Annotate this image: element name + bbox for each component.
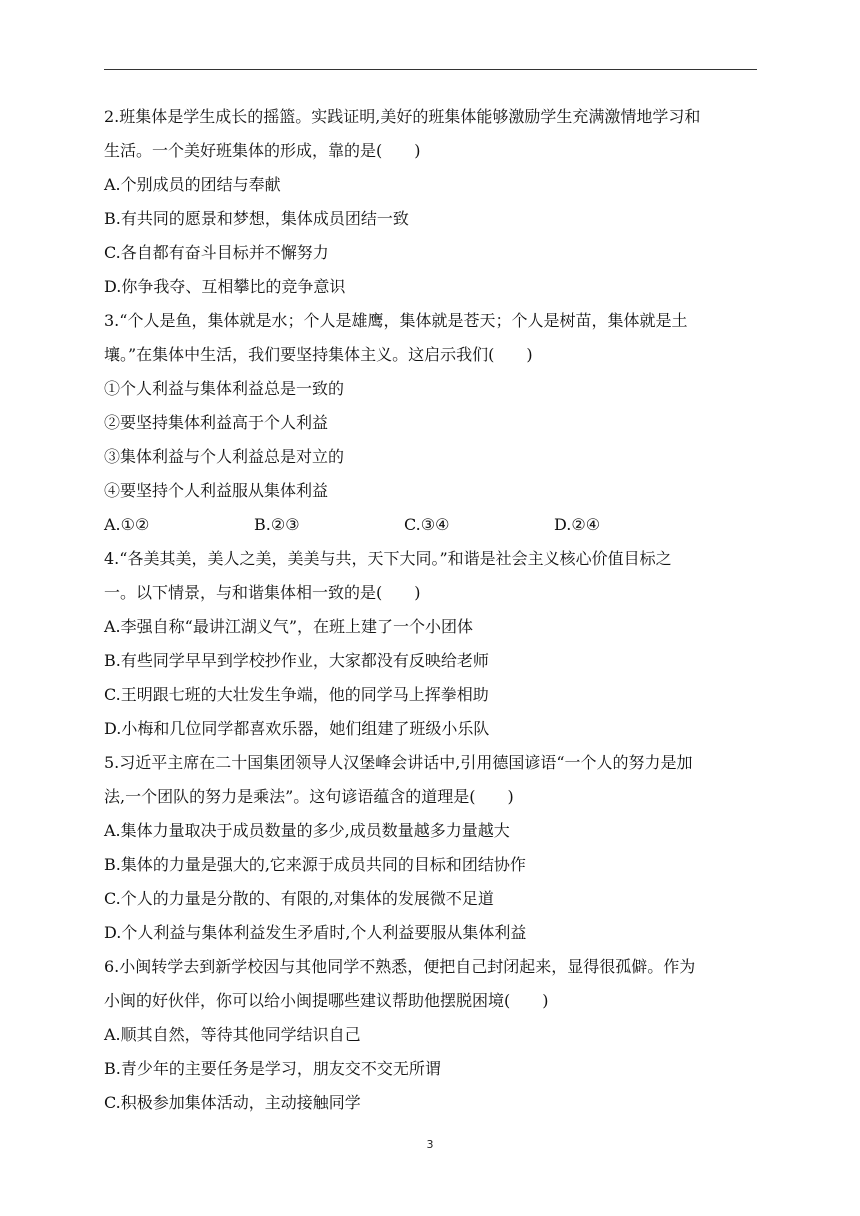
q3-statement-3: ③集体利益与个人利益总是对立的 — [104, 447, 345, 466]
q3-option-d: D.②④ — [554, 515, 601, 534]
q2-option-d: D.你争我夺、互相攀比的竞争意识 — [104, 277, 346, 296]
page-number: 3 — [426, 1138, 434, 1151]
q6-option-c: C.积极参加集体活动，主动接触同学 — [104, 1093, 361, 1112]
q3-stem-line-2: 壤。”在集体中生活，我们要坚持集体主义。这启示我们( ) — [104, 345, 533, 364]
q3-options-row — [104, 508, 760, 542]
q3-option-b: B.②③ — [254, 515, 300, 534]
q5-stem-line-2: 法,一个团队的努力是乘法”。这句谚语蕴含的道理是( ) — [104, 787, 514, 806]
question-list — [104, 100, 760, 1120]
q5-option-d: D.个人利益与集体利益发生矛盾时,个人利益要服从集体利益 — [104, 923, 527, 942]
q5-option-a: A.集体力量取决于成员数量的多少,成员数量越多力量越大 — [104, 821, 510, 840]
q3-option-c: C.③④ — [404, 515, 450, 534]
q3-statement-2: ②要坚持集体利益高于个人利益 — [104, 413, 329, 432]
q4-stem-line-1: 4.“各美其美，美人之美，美美与共，天下大同。”和谐是社会主义核心价值目标之 — [104, 549, 672, 568]
q5-option-b: B.集体的力量是强大的,它来源于成员共同的目标和团结协作 — [104, 855, 526, 874]
q4-option-a: A.李强自称“最讲江湖义气”，在班上建了一个小团体 — [104, 617, 474, 636]
q6-stem-line-2: 小闽的好伙伴，你可以给小闽提哪些建议帮助他摆脱困境( ) — [104, 991, 549, 1010]
q5-stem-line-1: 5.习近平主席在二十国集团领导人汉堡峰会讲话中,引用德国谚语“一个人的努力是加 — [104, 753, 693, 772]
q6-option-a: A.顺其自然，等待其他同学结识自己 — [104, 1025, 361, 1044]
q4-option-c: C.王明跟七班的大壮发生争端，他的同学马上挥拳相助 — [104, 685, 489, 704]
q2-option-b: B.有共同的愿景和梦想，集体成员团结一致 — [104, 209, 409, 228]
q4-option-d: D.小梅和几位同学都喜欢乐器，她们组建了班级小乐队 — [104, 719, 490, 738]
q5-option-c: C.个人的力量是分散的、有限的,对集体的发展微不足道 — [104, 889, 494, 908]
q6-option-b: B.青少年的主要任务是学习，朋友交不交无所谓 — [104, 1059, 441, 1078]
q2-option-a: A.个别成员的团结与奉献 — [104, 175, 281, 194]
q2-stem-line-1: 2.班集体是学生成长的摇篮。实践证明,美好的班集体能够激励学生充满激情地学习和 — [104, 107, 701, 126]
q3-statement-1: ①个人利益与集体利益总是一致的 — [104, 379, 345, 398]
header-rule — [104, 69, 757, 70]
q6-stem-line-1: 6.小闽转学去到新学校因与其他同学不熟悉，便把自己封闭起来，显得很孤僻。作为 — [104, 957, 696, 976]
q3-option-a: A.①② — [104, 515, 150, 534]
q2-option-c: C.各自都有奋斗目标并不懈努力 — [104, 243, 329, 262]
q4-stem-line-2: 一。以下情景，与和谐集体相一致的是( ) — [104, 583, 421, 602]
q4-option-b: B.有些同学早早到学校抄作业，大家都没有反映给老师 — [104, 651, 489, 670]
q2-stem-line-2: 生活。一个美好班集体的形成，靠的是( ) — [104, 141, 421, 160]
q3-stem-line-1: 3.“个人是鱼，集体就是水；个人是雄鹰，集体就是苍天；个人是树苗，集体就是土 — [104, 311, 688, 330]
q3-statement-4: ④要坚持个人利益服从集体利益 — [104, 481, 329, 500]
